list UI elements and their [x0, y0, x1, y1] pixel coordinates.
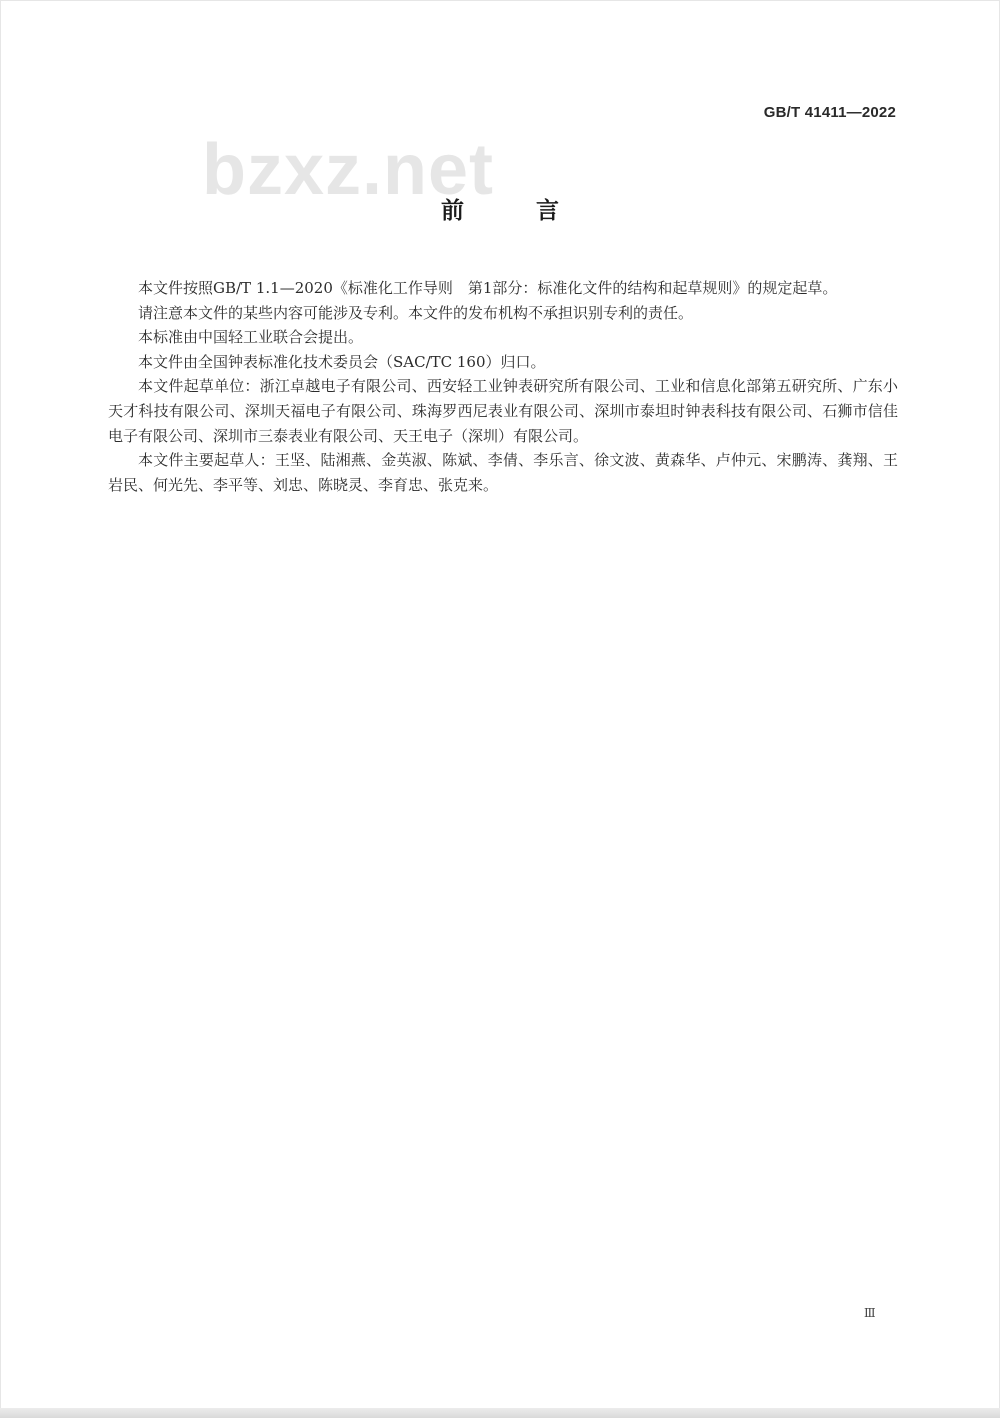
paragraph-drafting-rules: 本文件按照GB/T 1.1—2020《标准化工作导则 第1部分：标准化文件的结构和起草规则》的规定起草。: [138, 279, 838, 297]
paragraph-main-drafters: 本文件主要起草人：王坚、陆湘燕、金英淑、陈斌、李倩、李乐言、徐文波、黄森华、卢仲元、宋鹏涛、龚翔、王岩民、何光先、李平等、刘忠、陈晓灵、李育忠、张克来。: [108, 451, 898, 494]
page-bottom-edge: [0, 1408, 1000, 1418]
page-number: Ⅲ: [864, 1306, 876, 1320]
standard-code: GB/T 41411—2022: [763, 104, 896, 121]
paragraph-proposer: 本标准由中国轻工业联合会提出。: [138, 328, 364, 347]
foreword-body: [108, 276, 898, 497]
page-title: 前 言: [440, 198, 591, 224]
paragraph-technical-committee: 本文件由全国钟表标准化技术委员会（SAC/TC 160）归口。: [138, 352, 546, 371]
paragraph-drafting-organizations: 本文件起草单位：浙江卓越电子有限公司、西安轻工业钟表研究所有限公司、工业和信息化部第五研究所、广东小天才科技有限公司、深圳天福电子有限公司、珠海罗西尼表业有限公司、深圳市泰坦时钟表科技有限公司、石狮市信佳电子有限公司、深圳市三泰表业有限公司、天王电子（深圳）有限公司。: [108, 377, 898, 445]
paragraph-patent-notice: 请注意本文件的某些内容可能涉及专利。本文件的发布机构不承担识别专利的责任。: [138, 303, 694, 322]
watermark: bzxz.net: [202, 130, 495, 210]
